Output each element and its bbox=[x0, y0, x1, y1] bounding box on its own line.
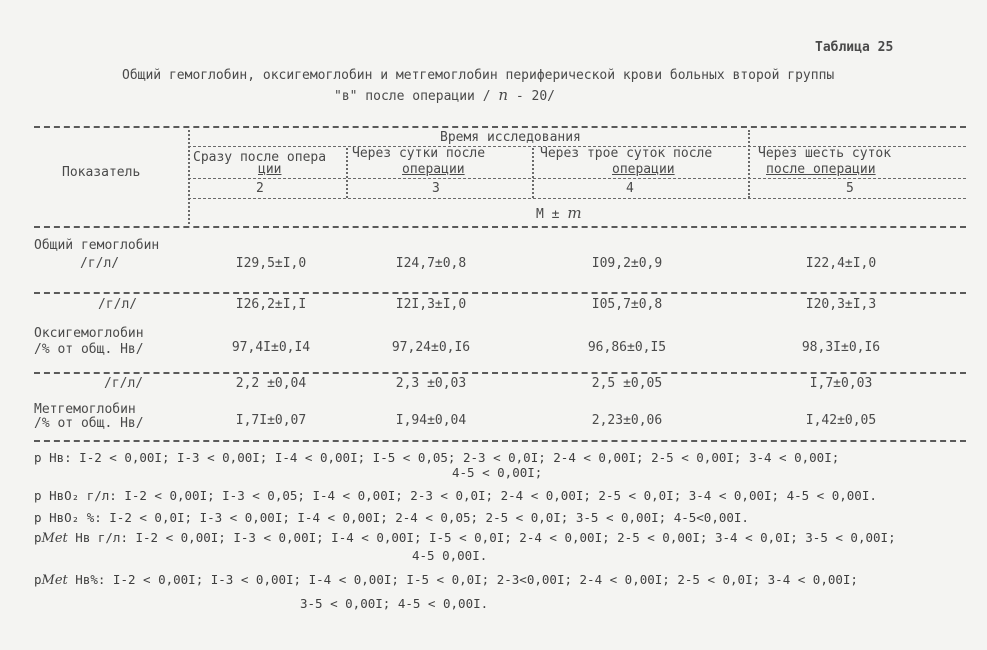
stat-line-5b: 3-5 < 0,00I; 4-5 < 0,00I. bbox=[300, 596, 489, 611]
row3-col2: 97,4I±0,I4 bbox=[231, 340, 311, 355]
table-bottom-rule bbox=[34, 440, 966, 442]
row5-label2: /% от общ. Нв/ bbox=[34, 416, 144, 431]
stat-1-text: Нв: I-2 < 0,00I; I-3 < 0,00I; I-4 < 0,00I; I-5 < 0,05; 2-3 < 0,0I; 2-4 < 0,00I; 2-5 < 0,00I; 3-4 < 0,00I; bbox=[49, 450, 840, 465]
row3-col5: 98,3I±0,I6 bbox=[801, 340, 881, 355]
header-num-3: 3 bbox=[432, 181, 440, 196]
stat-line-2 bbox=[34, 488, 877, 503]
stat-2-text: НвО₂ г/л: I-2 < 0,00I; I-3 < 0,05; I-4 < 0,00I; 2-3 < 0,0I; 2-4 < 0,00I; 2-5 < 0,0I; 3-4 < 0,00I; 4-5 < 0,00I. bbox=[49, 488, 877, 503]
header-num-2: 2 bbox=[256, 181, 264, 196]
header-col2-line2: ции bbox=[258, 162, 282, 177]
row1-col5: I22,4±I,0 bbox=[805, 256, 877, 271]
header-col3-line2: операции bbox=[402, 162, 465, 177]
header-separator-3 bbox=[532, 148, 534, 198]
header-col5-line1: Через шесть суток bbox=[758, 146, 892, 161]
mean-m: M bbox=[536, 207, 544, 222]
row5-col4: 2,23±0,06 bbox=[591, 413, 663, 428]
row1-col2: I29,5±I,0 bbox=[235, 256, 307, 271]
caption-part-a: "в" после операции / bbox=[334, 89, 491, 104]
row3-label2: /% от общ. Нв/ bbox=[34, 342, 144, 357]
stat-2-prefix: р bbox=[34, 488, 42, 503]
table-label: Таблица 25 bbox=[815, 40, 894, 55]
header-rule-2 bbox=[188, 178, 966, 179]
row5-col5: I,42±0,05 bbox=[805, 413, 877, 428]
stat-line-1b: 4-5 < 0,00I; bbox=[452, 465, 543, 480]
header-col4-line2: операции bbox=[612, 162, 675, 177]
row4-col5: I,7±0,03 bbox=[809, 376, 873, 391]
caption-part-b: - 20/ bbox=[515, 89, 556, 104]
table-top-rule bbox=[34, 126, 966, 128]
header-col3-line1: Через сутки после bbox=[352, 146, 486, 161]
row2-col5: I20,3±I,3 bbox=[805, 297, 877, 312]
row2-col2: I26,2±I,I bbox=[235, 297, 307, 312]
stat-5-mark: Met bbox=[41, 573, 68, 588]
header-separator-1 bbox=[188, 130, 190, 224]
stat-5-prefix: р bbox=[34, 572, 42, 587]
table-caption-line1: Общий гемоглобин, оксигемоглобин и метгемоглобин периферической крови больных второй группы bbox=[122, 68, 835, 83]
stat-1-prefix: р bbox=[34, 450, 42, 465]
header-col2-line1: Сразу после опера bbox=[193, 150, 327, 165]
table-caption-line2 bbox=[334, 86, 555, 104]
row-rule-1 bbox=[34, 292, 966, 294]
mean-pm: ± bbox=[551, 207, 560, 222]
row-rule-2 bbox=[34, 372, 966, 374]
row5-col3: I,94±0,04 bbox=[395, 413, 467, 428]
stat-3-text: НвО₂ %: I-2 < 0,0I; I-3 < 0,00I; I-4 < 0,00I; 2-4 < 0,05; 2-5 < 0,0I; 3-5 < 0,00I; 4-5<0,00I. bbox=[49, 510, 749, 525]
header-rule-3 bbox=[188, 198, 966, 199]
stat-4-text: Нв г/л: I-2 < 0,00I; I-3 < 0,00I; I-4 < 0,00I; I-5 < 0,0I; 2-4 < 0,00I; 2-5 < 0,00I; 3-4 < 0,0I; 3-5 < 0,00I; bbox=[75, 530, 896, 545]
stat-line-3 bbox=[34, 510, 749, 525]
row4-label2: /г/л/ bbox=[104, 376, 144, 391]
stat-line-4b: 4-5 0,00I. bbox=[412, 548, 488, 563]
stat-line-1 bbox=[34, 450, 839, 465]
header-num-4: 4 bbox=[626, 181, 634, 196]
row5-label1: Метгемоглобин bbox=[34, 402, 136, 417]
header-num-5: 5 bbox=[846, 181, 854, 196]
row1-label2: /г/л/ bbox=[80, 256, 120, 271]
header-separator-4 bbox=[748, 130, 750, 198]
header-separator-2 bbox=[346, 148, 348, 198]
row2-col3: I2I,3±I,0 bbox=[395, 297, 467, 312]
row2-col4: I05,7±0,8 bbox=[591, 297, 663, 312]
stat-line-4 bbox=[34, 530, 896, 546]
header-time-group: Время исследования bbox=[440, 130, 581, 145]
row4-col3: 2,3 ±0,03 bbox=[395, 376, 467, 391]
stat-line-5 bbox=[34, 572, 858, 588]
row3-col3: 97,24±0,I6 bbox=[391, 340, 471, 355]
stat-5-text: Нв%: I-2 < 0,00I; I-3 < 0,00I; I-4 < 0,00I; I-5 < 0,0I; 2-3<0,00I; 2-4 < 0,00I; 2-5 < 0,0I; 3-4 < 0,00I; bbox=[75, 572, 858, 587]
caption-n: n bbox=[498, 86, 509, 104]
row3-label1: Оксигемоглобин bbox=[34, 326, 144, 341]
stat-4-mark: Met bbox=[41, 531, 68, 546]
header-col4-line1: Через трое суток после bbox=[540, 146, 713, 161]
row4-col2: 2,2 ±0,04 bbox=[235, 376, 307, 391]
header-col5-line2: после операции bbox=[766, 162, 876, 177]
row5-col2: I,7I±0,07 bbox=[235, 413, 307, 428]
header-mean-label bbox=[536, 204, 582, 222]
header-bottom-rule bbox=[34, 226, 966, 228]
row4-col4: 2,5 ±0,05 bbox=[591, 376, 663, 391]
row2-label2: /г/л/ bbox=[98, 297, 138, 312]
header-indicator: Показатель bbox=[62, 165, 141, 180]
stat-4-prefix: р bbox=[34, 530, 42, 545]
row1-label1: Общий гемоглобин bbox=[34, 238, 160, 253]
row3-col4: 96,86±0,I5 bbox=[587, 340, 667, 355]
row1-col4: I09,2±0,9 bbox=[591, 256, 663, 271]
stat-3-prefix: р bbox=[34, 510, 42, 525]
mean-small-m: m bbox=[567, 204, 582, 222]
row1-col3: I24,7±0,8 bbox=[395, 256, 467, 271]
